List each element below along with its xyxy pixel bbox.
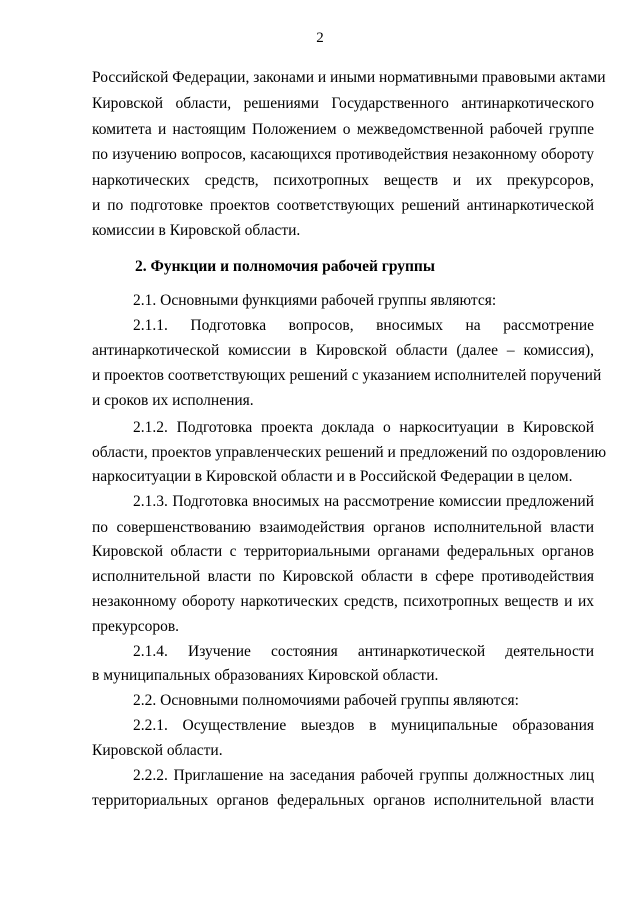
text-line: 2.1.3. Подготовка вносимых на рассмотрение комиссии предложений bbox=[133, 493, 594, 510]
text-line: Кировской области. bbox=[92, 742, 223, 759]
text-line: антинаркотической комиссии в Кировской области (далее – комиссия), bbox=[92, 342, 594, 359]
text-line: прекурсоров. bbox=[92, 618, 180, 635]
text-line: 2.2. Основными полномочиями рабочей группы являются: bbox=[133, 692, 519, 709]
text-line: 2.1.4. Изучение состояния антинаркотической деятельности bbox=[133, 643, 594, 660]
text-line: и по подготовке проектов соответствующих решений антинаркотической bbox=[92, 197, 594, 214]
text-line: 2.2.2. Приглашение на заседания рабочей группы должностных лиц bbox=[133, 767, 594, 784]
text-line: по совершенствованию взаимодействия органов исполнительной власти bbox=[92, 519, 594, 536]
text-line: 2.1.1. Подготовка вопросов, вносимых на рассмотрение bbox=[133, 317, 594, 334]
text-line: 2.1.2. Подготовка проекта доклада о наркоситуации в Кировской bbox=[133, 419, 594, 436]
text-line: и проектов соответствующих решений с указанием исполнителей поручений bbox=[92, 367, 602, 384]
text-line: области, проектов управленческих решений и предложений по оздоровлению bbox=[92, 444, 607, 461]
text-line: 2.2.1. Осуществление выездов в муниципальные образования bbox=[133, 717, 594, 734]
section-heading: 2. Функции и полномочия рабочей группы bbox=[135, 258, 435, 275]
text-line: наркоситуации в Кировской области и в Российской Федерации в целом. bbox=[92, 468, 573, 485]
page-number: 2 bbox=[316, 30, 324, 46]
text-line: наркотических средств, психотропных веществ и их прекурсоров, bbox=[92, 172, 594, 189]
text-line: по изучению вопросов, касающихся противодействия незаконному обороту bbox=[92, 146, 594, 163]
text-line: комиссии в Кировской области. bbox=[92, 222, 301, 239]
text-line: и сроков их исполнения. bbox=[92, 392, 254, 409]
text-line: 2.1. Основными функциями рабочей группы являются: bbox=[133, 292, 497, 309]
text-line: в муниципальных образованиях Кировской области. bbox=[92, 667, 439, 684]
text-line: Кировской области с территориальными органами федеральных органов bbox=[92, 543, 594, 560]
text-line: территориальных органов федеральных органов исполнительной власти bbox=[92, 792, 594, 809]
text-line: комитета и настоящим Положением о межведомственной рабочей группе bbox=[92, 121, 594, 138]
text-line: незаконному обороту наркотических средств, психотропных веществ и их bbox=[92, 593, 594, 610]
text-line: Российской Федерации, законами и иными нормативными правовыми актами bbox=[92, 69, 606, 86]
text-line: исполнительной власти по Кировской области в сфере противодействия bbox=[92, 568, 594, 585]
text-line: Кировской области, решениями Государственного антинаркотического bbox=[92, 95, 594, 112]
